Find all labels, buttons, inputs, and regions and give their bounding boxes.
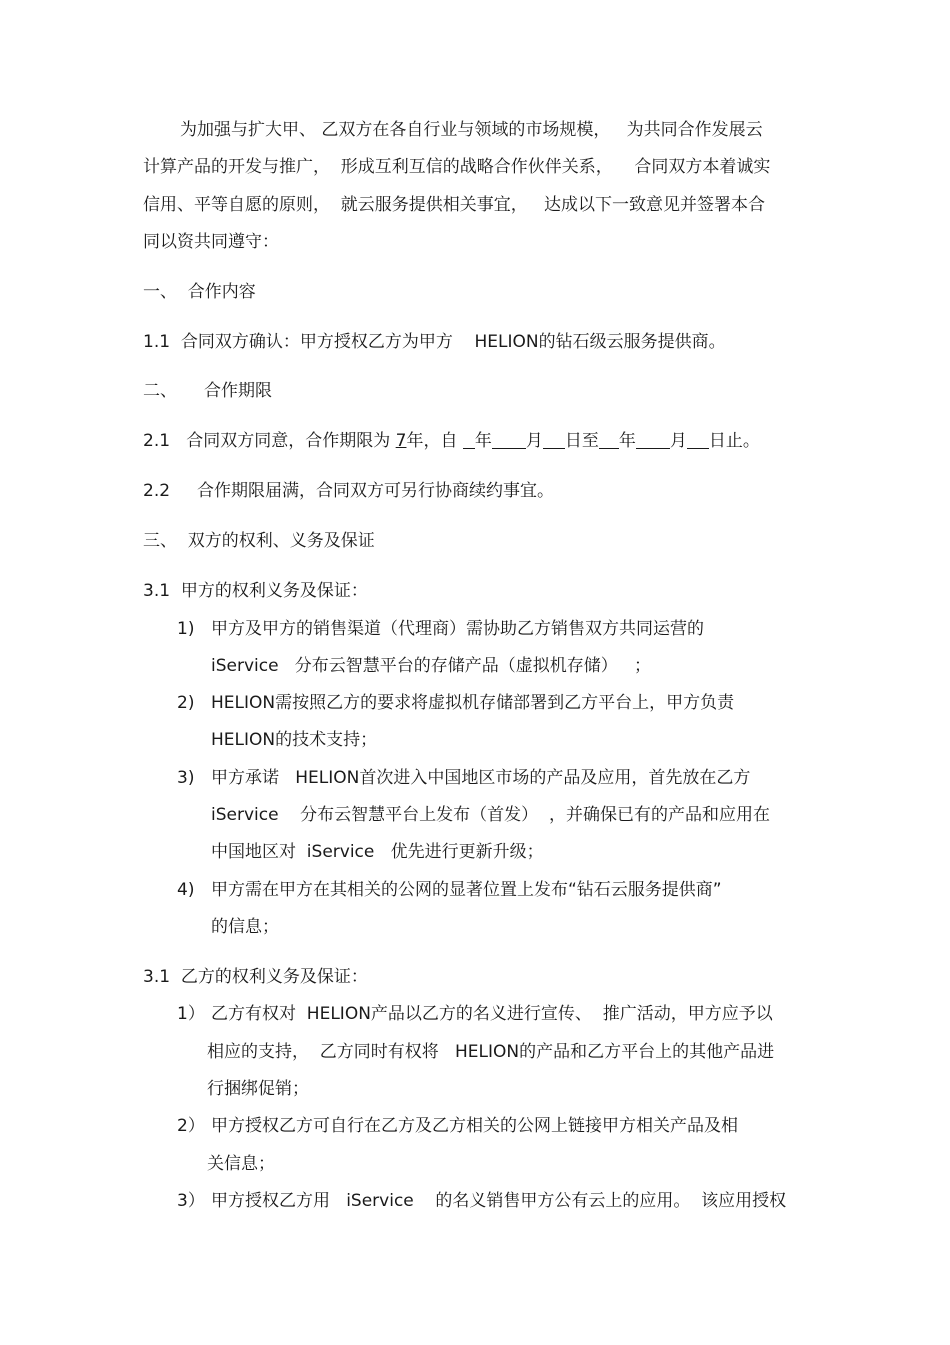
- party-a-item-2-number: 2): [177, 693, 195, 713]
- clause-2-2: 2.2 合作期限届满，合同双方可另行协商续约事宜。: [143, 481, 555, 501]
- party-a-item-4-line-1: 甲方需在甲方在其相关的公网的显著位置上发布“钻石云服务提供商”: [211, 880, 722, 900]
- party-a-item-1-line-2: iService 分布云智慧平台的存储产品（虚拟机存储） ；: [211, 656, 651, 676]
- party-a-item-3-number: 3): [177, 768, 195, 788]
- party-b-item-3-number: 3）: [177, 1191, 205, 1211]
- party-b-item-1-line-3: 行捆绑促销；: [207, 1079, 309, 1099]
- party-a-item-4-number: 4): [177, 880, 195, 900]
- intro-line-2: 计算产品的开发与推广， 形成互利互信的战略合作伙伴关系， 合同双方本着诚实: [143, 157, 771, 177]
- section-heading-2: 二、 合作期限: [143, 381, 273, 401]
- party-b-item-2-line-1: 甲方授权乙方可自行在乙方及乙方相关的公网上链接甲方相关产品及相: [211, 1116, 738, 1136]
- intro-line-3: 信用、平等自愿的原则， 就云服务提供相关事宜， 达成以下一致意见并签署本合: [143, 195, 766, 215]
- clause-1-1: 1.1 合同双方确认：甲方授权乙方为甲方 HELION的钻石级云服务提供商。: [143, 332, 726, 352]
- party-a-item-1-number: 1): [177, 619, 195, 639]
- party-a-item-2-line-1: HELION需按照乙方的要求将虚拟机存储部署到乙方平台上，甲方负责: [211, 693, 735, 713]
- term-years: 7: [395, 431, 407, 451]
- intro-line-1: 为加强与扩大甲、 乙双方在各自行业与领域的市场规模， 为共同合作发展云: [180, 120, 763, 140]
- party-b-item-1-number: 1）: [177, 1004, 205, 1024]
- party-a-item-1-line-1: 甲方及甲方的销售渠道（代理商）需协助乙方销售双方共同运营的: [211, 619, 704, 639]
- party-b-item-2-line-2: 关信息；: [207, 1154, 275, 1174]
- party-a-item-4-line-2: 的信息；: [211, 917, 279, 937]
- clause-2-1-mid: 年，自: [406, 431, 458, 451]
- party-a-item-3-line-3: 中国地区对 iService 优先进行更新升级；: [211, 842, 544, 862]
- start-day: 日至: [564, 431, 599, 451]
- section-heading-1: 一、 合作内容: [143, 282, 256, 302]
- intro-line-4: 同以资共同遵守：: [143, 232, 279, 252]
- end-month: 月: [669, 431, 687, 451]
- section-heading-3: 三、 双方的权利、义务及保证: [143, 531, 375, 551]
- clause-2-1-prefix: 2.1 合同双方同意，合作期限为: [143, 431, 391, 451]
- party-b-item-3-line-1: 甲方授权乙方用 iService 的名义销售甲方公有云上的应用。 该应用授权: [211, 1191, 787, 1211]
- end-year: 年: [618, 431, 636, 451]
- start-year: 年: [474, 431, 492, 451]
- party-b-item-1-line-1: 乙方有权对 HELION产品以乙方的名义进行宣传、 推广活动，甲方应予以: [211, 1004, 773, 1024]
- party-a-item-3-line-1: 甲方承诺 HELION首次进入中国地区市场的产品及应用，首先放在乙方: [211, 768, 751, 788]
- end-day: 日止。: [708, 431, 760, 451]
- party-a-item-2-line-2: HELION的技术支持；: [211, 730, 378, 750]
- party-b-heading: 3.1 乙方的权利义务及保证：: [143, 967, 368, 987]
- clause-2-1: [143, 430, 760, 452]
- start-month: 月: [525, 431, 543, 451]
- party-a-item-3-line-2: iService 分布云智慧平台上发布（首发） ，并确保已有的产品和应用在: [211, 805, 770, 825]
- party-a-heading: 3.1 甲方的权利义务及保证：: [143, 581, 368, 601]
- party-b-item-2-number: 2）: [177, 1116, 205, 1136]
- party-b-item-1-line-2: 相应的支持， 乙方同时有权将 HELION的产品和乙方平台上的其他产品进: [207, 1042, 775, 1062]
